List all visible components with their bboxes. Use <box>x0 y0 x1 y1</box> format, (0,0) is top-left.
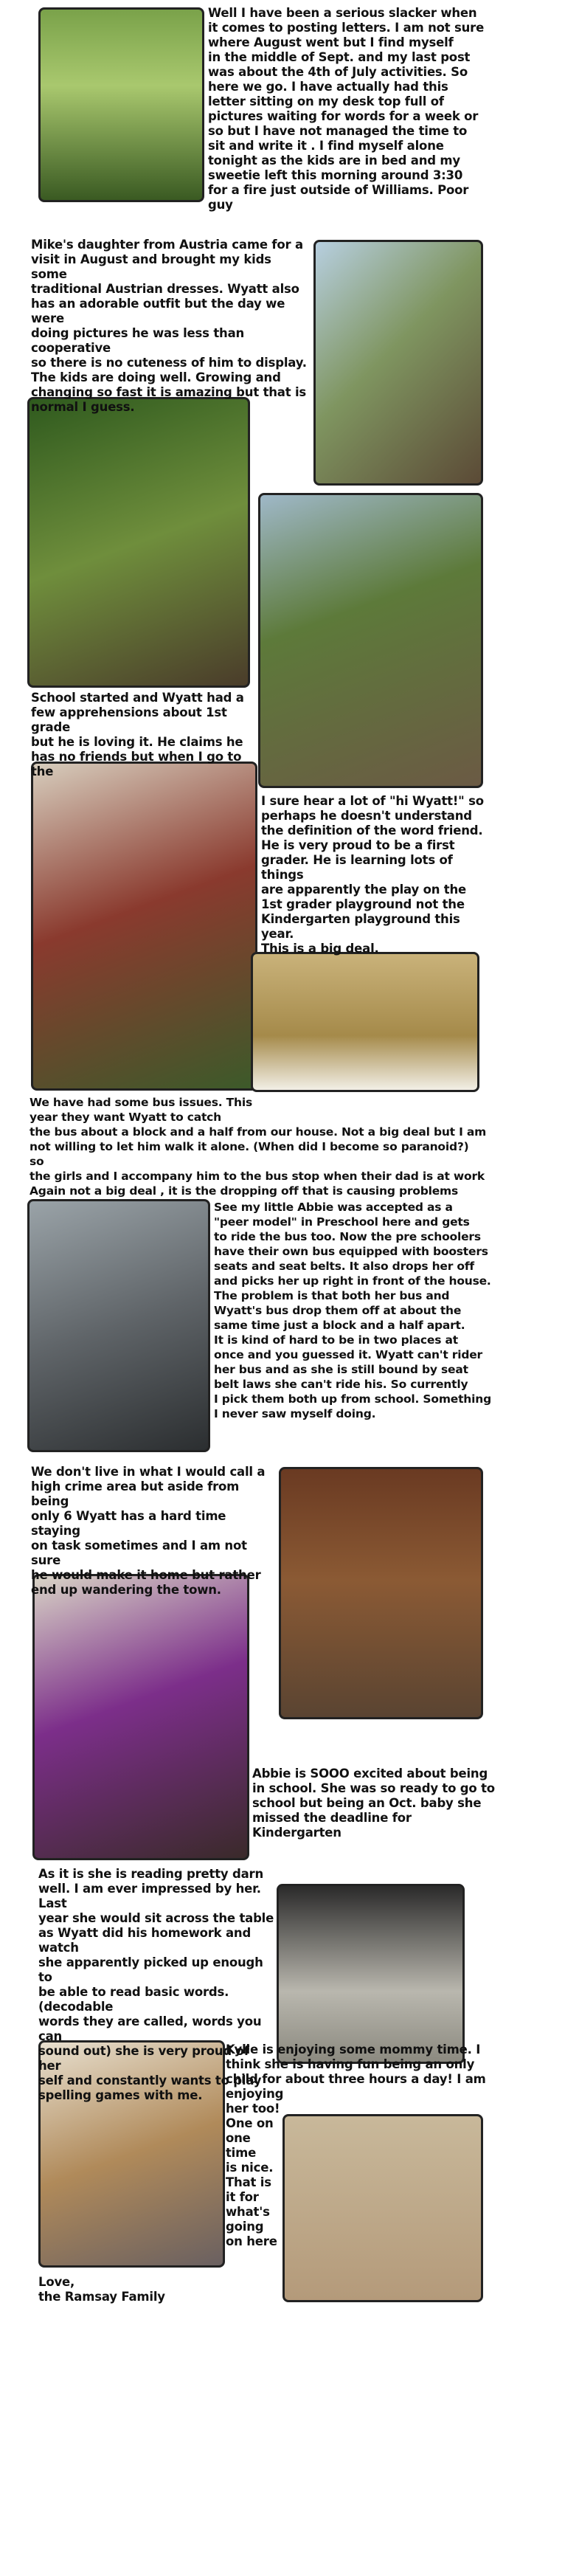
photo-boy-climbing-tree <box>258 493 483 788</box>
paragraph-kylie-1: Kylie is enjoying some mommy time. I think she is having fun being an only child for about three hours a day! I am enjoying her too! <box>226 2043 486 2116</box>
photo-girls-austrian-dresses <box>38 7 204 202</box>
paragraph-hi-wyatt: I sure hear a lot of "hi Wyatt!" so perhaps he doesn't understand the definition of the word friend. He is very proud to be a first grader. He is learning lots of things are apparently the play on the 1st grader playground not the Kindergarten playground this year. This is a big deal. <box>261 794 484 956</box>
signoff-family: the Ramsay Family <box>38 2290 165 2304</box>
paragraph-abbie-excited: Abbie is SOOO excited about being in school. She was so ready to go to school but being an Oct. baby she missed the deadline for Kindergarten <box>252 1767 495 1840</box>
photo-woman-and-girl <box>32 1574 249 1860</box>
photo-girl-tree-trunk <box>27 397 250 688</box>
paragraph-austria: Mike's daughter from Austria came for a visit in August and brought my kids some traditional Austrian dresses. Wyatt also has an adorable outfit but the day we were doing pictures he was less than cooperative so there is no cuteness of him to display. The kids are doing well. Growing and changing so fast it is amazing but that is normal I guess. <box>31 238 307 414</box>
photo-girl-doorway-backpack <box>279 1467 483 1719</box>
paragraph-kylie-2: One on one time is nice. That is it for what's going on here <box>226 2116 277 2248</box>
paragraph-crime: We don't live in what I would call a high crime area but aside from being only 6 Wyatt has a hard time staying on task sometimes and I am not sure he would make it home but rather end up wandering the town. <box>31 1465 266 1597</box>
photo-boy-bus-steps <box>27 1199 210 1452</box>
paragraph-school-start: School started and Wyatt had a few apprehensions about 1st grade but he is loving it. He claims he has no friends but when I go to the <box>31 691 244 778</box>
photo-girl-cowboy-hat-tree <box>313 240 483 486</box>
photo-boy-backpack <box>31 762 257 1091</box>
paragraph-reading: As it is she is reading pretty darn well. I am ever impressed by her. Last year she would sit across the table as Wyatt did his homework and watch she apparently picked up enough to be able to read basic words. (decodable words they are called, words you can sound out) she is very proud of her self and constantly wants to play spelling games with me. <box>38 1867 274 2102</box>
paragraph-peer-model: See my little Abbie was accepted as a "peer model" in Preschool here and gets to ride the bus too. Now the pre schoolers have their own bus equipped with boosters seats and seat belts. It also drops her off and picks her up right in front of the house. The problem is that both her bus and Wyatt's bus drop them off at about the same time just a block and a half apart. It is kind of hard to be in two places at once and you guessed it. Wyatt can't rider her bus and as she is still bound by seat belt laws she can't ride his. So currently I pick them both up from school. Something I never saw myself doing. <box>214 1201 491 1420</box>
signoff-love: Love, <box>38 2275 75 2289</box>
paragraph-intro: Well I have been a serious slacker when it comes to posting letters. I am not sure where August went but I find myself in the middle of Sept. and my last post was about the 4th of July activities. So here we go. I have actually had this letter sitting on my desk top full of pictures waiting for words for a week or so but I have not managed the time to sit and write it . I find myself alone tonight as the kids are in bed and my sweetie left this morning around 3:30 for a fire just outside of Williams. Poor guy <box>208 6 485 212</box>
paragraph-bus: We have had some bus issues. This year they want Wyatt to catch the bus about a block and a half from our house. Not a big deal but I am not willing to let him walk it alone. (When did I become so paranoid?) so the girls and I accompany him to the bus stop when their dad is at work Again not a big deal , it is the dropping off that is causing problems <box>30 1096 487 1198</box>
photo-girl-gravel <box>282 2114 483 2302</box>
photo-boy-classroom-desk <box>251 952 479 1092</box>
photo-girl-bus-door <box>277 1884 465 2064</box>
